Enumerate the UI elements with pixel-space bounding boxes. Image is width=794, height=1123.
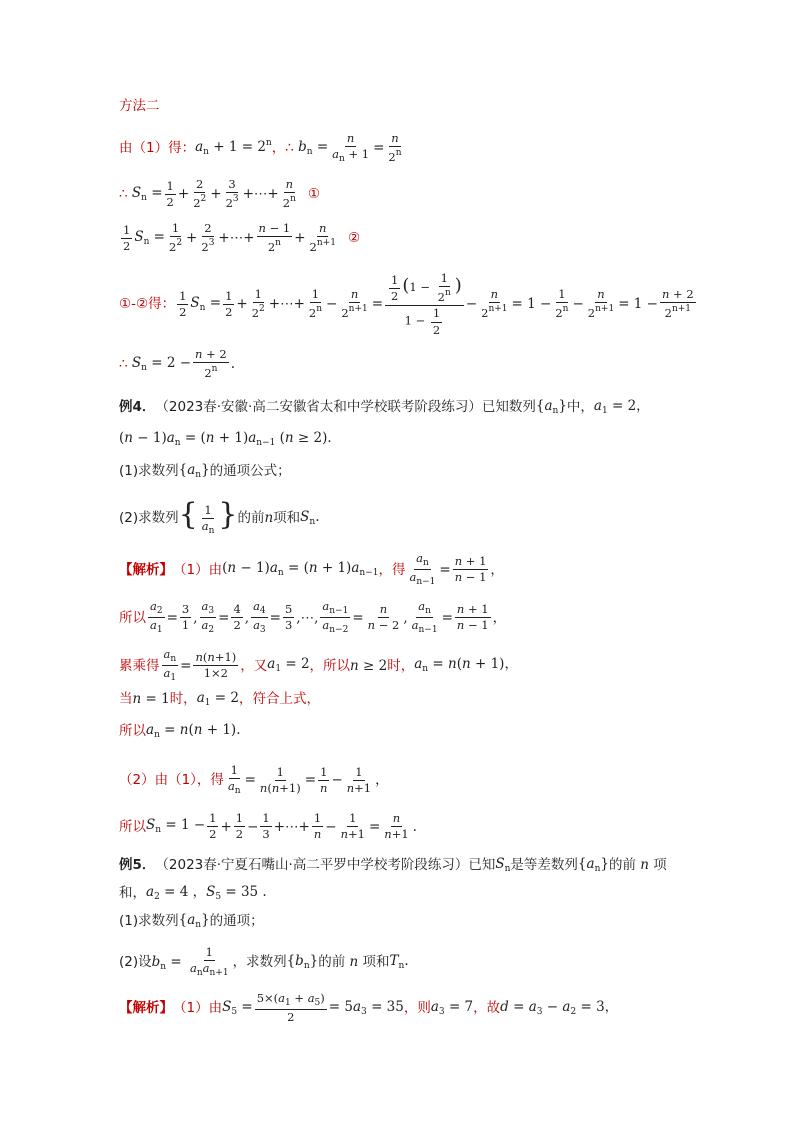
solution-step-2: （2）由（1），得 1 $a_n$ = 1 n(n+1) = 1 n − 1 n+1 ，	[119, 763, 389, 797]
example-5-solution: 【解析】 （1）由 $S_5$ = $\frac{5\times(a_1 + a_5)}{2}$ = $5a_3 = 35$ ，则 $a_3 = 7$ ，故 $d = a_3 - a_2 = 3$，	[119, 991, 619, 1025]
solution-formula: 所以 $a_n = n(n + 1)$.	[119, 722, 241, 740]
subtraction-equation: ①-②得： 1 2 $S_n$ = $\frac{1}{2}$ + 1 $2^2$ +⋯+ 1 2$^n$ − n $2^{n+1}$ = $\frac{1}{2}$ (1 − $\frac{1}{2^n}$ ) 1 − $\frac{1}{2}$ − n $2^{n+1}$ = 1 − 1 2$^n$ − n $2^{n+1}$ = 1 − n + 2 $2^{n+1}$	[119, 271, 694, 337]
example-5-header: 例5． （2023春·宁夏石嘴山·高二平罗中学校考阶段练习） 已知 $S_n$ 是等差数列 $\{a_n\}$ 的前 n 项	[119, 856, 667, 874]
example-5-question-1: (1)求数列 $\{a_n\}$ 的通项；	[119, 912, 264, 930]
solution-ratios: 所以 $a_2$ $a_1$ = 3 1 , $a_3$ $a_2$ = 4 2 , $a_4$ $a_3$ = 5 3 ,⋯, $a_{n-1}$ $a_{n-2}$ = n n − 2 , $a_n$ $a_{n-1}$ = n + 1 n − 1 ，	[119, 599, 507, 636]
solution-check: 当 n = 1 时， $a_1 = 2$ ，符合上式，	[119, 690, 320, 708]
example-4-recurrence: $(n - 1)a_n = (n + 1)a_{n-1}$ (n ≥ 2).	[119, 430, 332, 448]
example-4-header: 例4． （2023春·安徽·高二安徽省太和中学校联考阶段练习） 已知数列 $\{a_n\}$ 中， $a_1 = 2$，	[119, 398, 650, 416]
example-5-conditions: 和， $a_2 = 4$ ，$S_5 = 35$ .	[119, 884, 267, 902]
solution-product: 累乘得 $a_n$ $a_1$ = n(n+1) 1×2 ，又 $a_1 = 2$ ，所以 n ≥ 2 时， $a_n = n(n + 1)$，	[119, 647, 518, 684]
sum-equation-1: ∴ $S_n$ = $\frac{1}{2}$ + 2 $2^2$ + 3 $2^3$ +⋯+ n 2$^n$ ①	[119, 177, 320, 211]
example-4-question-1: (1)求数列 $\{a_n\}$ 的通项公式；	[119, 462, 291, 480]
solution-step-1: 【解析】 （1）由 $(n - 1)a_n = (n + 1)a_{n-1}$ ，得 $a_n$ $a_{n-1}$ = n + 1 n − 1 ，	[119, 551, 504, 588]
example-4-question-2: (2)求数列 { $\frac{1}{a_n}$ } 的前 n 项和 $S_n$.	[119, 497, 320, 537]
solution-sum: 所以 $S_n = 1$ − $\frac{1}{2}$ + 1 2 − 1 3 +⋯+ 1 n − 1 n+1 = n n+1 .	[119, 811, 417, 842]
line-derivation: 由（1）得： $a_n + 1 = 2^n$ ，∴ $b_n$ = $\frac{n}{a_n + 1}$ = $\frac{n}{2^n}$	[119, 131, 402, 165]
example-5-question-2: (2)设 $b_n$ = 1 $a_na_{n+1}$ ，求数列 $\{b_n\}$ 的前 n 项和 $T_n$.	[119, 945, 409, 979]
sum-equation-2: 1 2 $S_n$ = $\frac{1}{2^2}$ + 2 $2^3$ +⋯+ n − 1 2$^n$ + n $2^{n+1}$ ②	[123, 221, 361, 255]
method-title: 方法二	[119, 98, 160, 114]
sum-conclusion: ∴ $S_n = 2$ − $\frac{n + 2}{2^n}$ .	[119, 347, 236, 381]
